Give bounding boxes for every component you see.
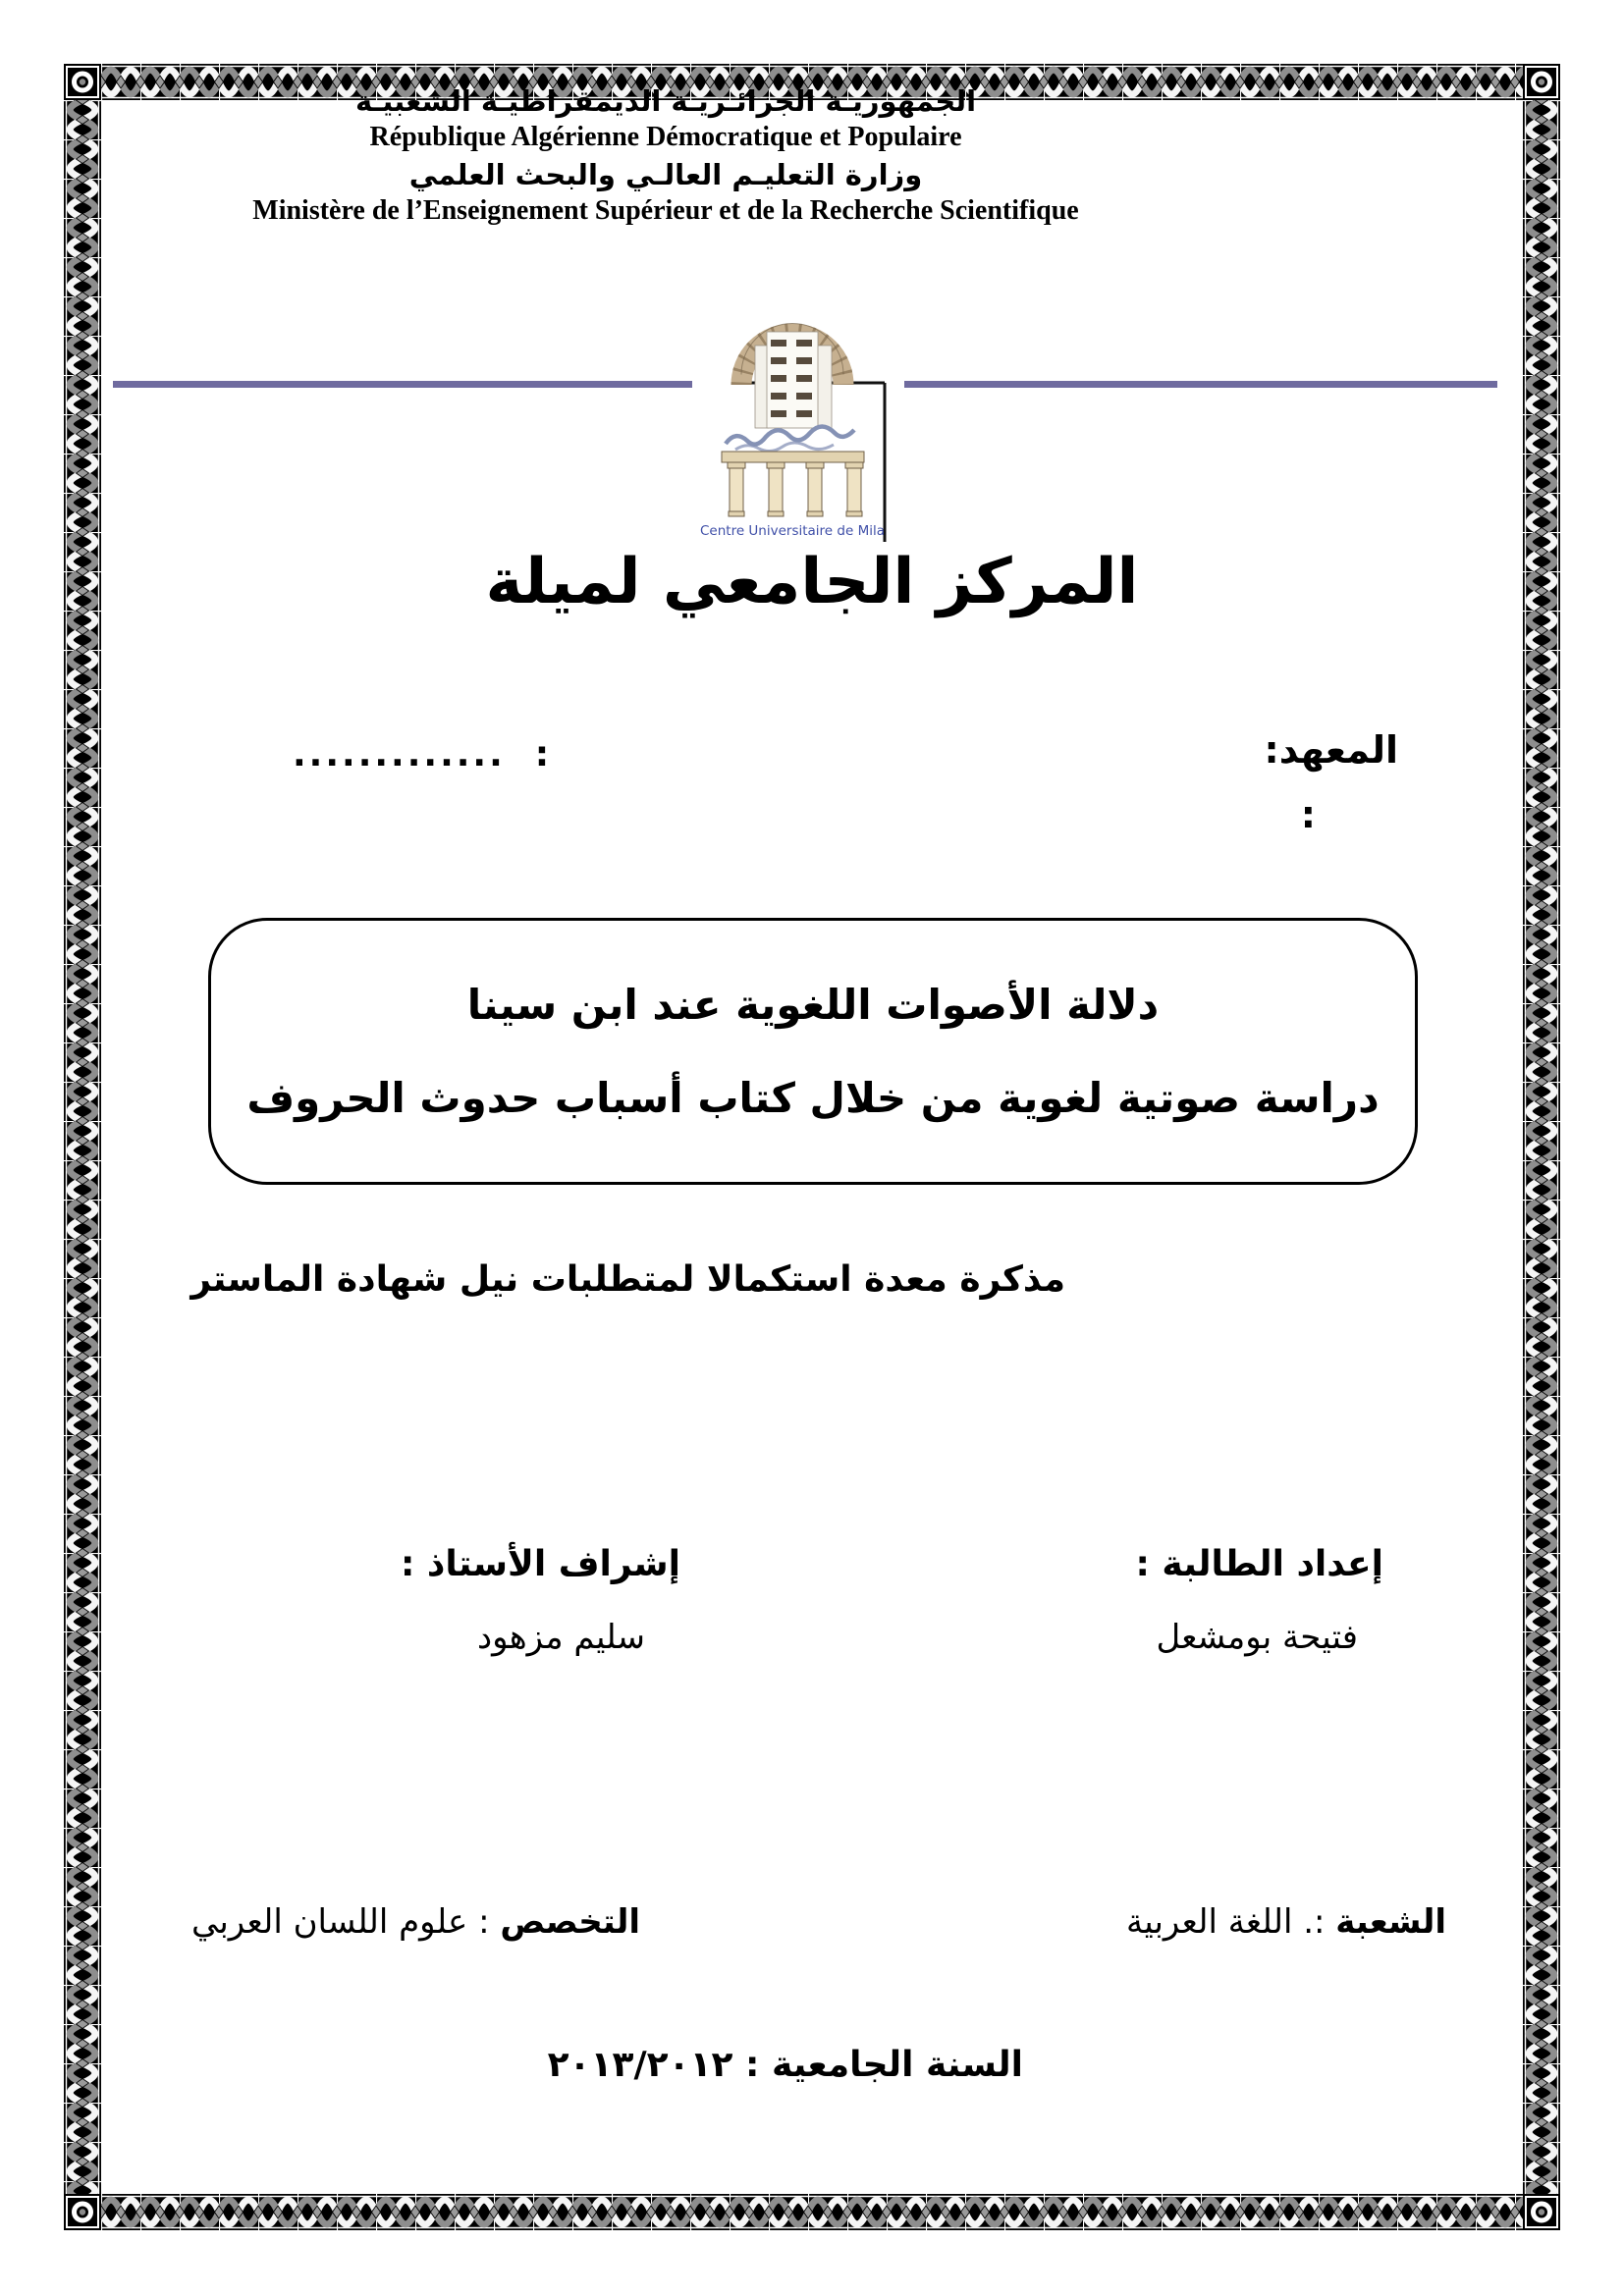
supervisor-name: سليم مزهود — [477, 1618, 646, 1657]
specialty-separator: : — [467, 1902, 501, 1942]
frame-border-right — [1523, 100, 1560, 2194]
memo-subtitle: مذكرة معدة استكمالا لمتطلبات نيل شهادة الماستر — [190, 1259, 1065, 1300]
ministry-name-arabic: وزارة التعليـم العالـي والبحث العلمي — [408, 158, 923, 192]
university-logo — [692, 306, 893, 554]
academic-year: السنة الجامعية : ٢٠١٣/٢٠١٢ — [547, 2045, 1023, 2085]
specialty-value: علوم اللسان العربي — [191, 1902, 468, 1942]
specialty-label: التخصص — [500, 1902, 641, 1942]
student-label: إعداد الطالبة : — [1135, 1544, 1383, 1584]
branch-line — [1126, 1902, 1446, 1942]
republic-name-french: République Algérienne Démocratique et Populaire — [369, 122, 962, 153]
university-name: المركز الجامعي لميلة — [485, 546, 1139, 618]
frame-corner-bullseye-icon — [64, 2194, 101, 2230]
thesis-title-line1: دلالة الأصوات اللغوية عند ابن سينا — [466, 981, 1160, 1029]
building-facade — [755, 332, 832, 428]
institute-dotted-line: ............. — [293, 734, 506, 774]
branch-separator: :. — [1292, 1902, 1336, 1942]
institute-label: المعهد: — [1264, 728, 1398, 772]
specialty-line — [191, 1902, 640, 1942]
thesis-title-line2: دراسة صوتية لغوية من خلال كتاب أسباب حدوث الحروف — [246, 1074, 1380, 1122]
institute-colon-below: : — [1300, 793, 1316, 836]
branch-value: اللغة العربية — [1125, 1902, 1293, 1942]
frame-corner-bullseye-icon — [1523, 64, 1560, 100]
divider-rule-left — [113, 381, 696, 388]
ministry-name-french: Ministère de l’Enseignement Supérieur et de la Recherche Scientifique — [252, 195, 1079, 227]
frame-border-left — [64, 100, 101, 2194]
frame-corner-bullseye-icon — [64, 64, 101, 100]
republic-name-arabic: الجمهوريـة الجزائـريـة الديمقراطيـة الشعبيـة — [354, 84, 977, 118]
branch-label: الشعبة — [1335, 1902, 1446, 1942]
logo-caption: Centre Universitaire de Mila — [699, 523, 886, 539]
institute-fill-in — [293, 734, 549, 774]
frame-border-bottom — [101, 2194, 1523, 2230]
frame-corner-bullseye-icon — [1523, 2194, 1560, 2230]
institute-colon: : — [534, 734, 550, 774]
official-header — [101, 82, 1230, 230]
student-name: فتيحة بومشعل — [1156, 1618, 1358, 1657]
supervisor-label: إشراف الأستاذ : — [401, 1544, 680, 1584]
divider-rule-right — [904, 381, 1497, 388]
thesis-title-box — [208, 918, 1418, 1185]
